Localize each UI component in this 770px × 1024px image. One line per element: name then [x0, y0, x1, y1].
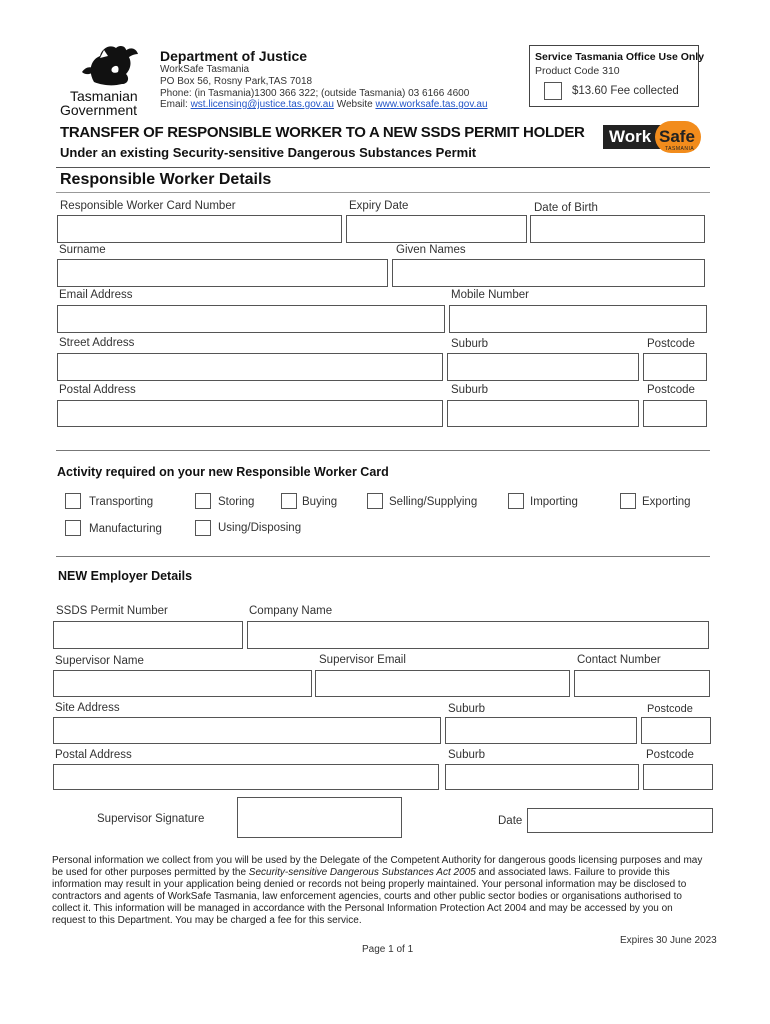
suburb-input-2[interactable] [447, 400, 639, 427]
dept-title: Department of Justice [160, 48, 308, 64]
page-number: Page 1 of 1 [362, 944, 414, 955]
suburb-label-1: Suburb [451, 338, 489, 350]
employer-postcode-input-2[interactable] [643, 764, 713, 790]
expiry-input[interactable] [346, 215, 527, 243]
office-use-box [529, 45, 705, 107]
worksafe-logo [603, 121, 707, 155]
signature-label: Supervisor Signature [97, 813, 205, 825]
form-title: TRANSFER OF RESPONSIBLE WORKER TO A NEW SSDS PERMIT HOLDER [60, 124, 585, 141]
checkbox-buying[interactable] [281, 493, 297, 509]
site-address-label: Site Address [55, 702, 120, 714]
contact-number-label: Contact Number [577, 654, 661, 666]
privacy-text-1: Personal information we collect from you will be used by the Delegate of the Competent Authority for dangerous goods licensing purposes and may be used for other purposes permitted by the [52, 855, 703, 878]
company-name-label: Company Name [249, 605, 333, 617]
option-importing: Importing [530, 496, 578, 508]
supervisor-name-label: Supervisor Name [55, 655, 144, 667]
postal-address-label: Postal Address [59, 384, 136, 396]
form-subtitle: Under an existing Security-sensitive Dangerous Substances Permit [60, 145, 477, 160]
card-number-input[interactable] [57, 215, 342, 243]
employer-suburb-input-2[interactable] [445, 764, 639, 790]
suburb-label-2: Suburb [451, 384, 489, 396]
activity-heading: Activity required on your new Responsible Worker Card [57, 465, 389, 479]
employer-suburb-input-1[interactable] [445, 717, 637, 744]
suburb-input-1[interactable] [447, 353, 639, 381]
logo-tas: TASMANIA [665, 146, 695, 152]
mobile-input[interactable] [449, 305, 707, 333]
govt-line-1: Tasmanian [70, 88, 138, 104]
expiry-notice: Expires 30 June 2023 [620, 935, 717, 946]
checkbox-exporting[interactable] [620, 493, 636, 509]
supervisor-name-input[interactable] [53, 670, 312, 697]
postal-address-input[interactable] [57, 400, 443, 427]
office-use-title: Service Tasmania Office Use Only [535, 51, 705, 63]
postcode-label-2: Postcode [647, 384, 695, 396]
email-label: Email: [160, 99, 191, 110]
signature-box[interactable] [237, 797, 402, 838]
po-box: PO Box 56, Rosny Park,TAS 7018 [160, 76, 313, 87]
employer-postal-label: Postal Address [55, 749, 132, 761]
supervisor-email-label: Supervisor Email [319, 654, 406, 666]
dob-label: Date of Birth [534, 202, 598, 214]
employer-suburb-label-1: Suburb [448, 703, 486, 715]
postcode-label-1: Postcode [647, 338, 695, 350]
option-storing: Storing [218, 496, 255, 508]
option-manufacturing: Manufacturing [89, 523, 162, 535]
postcode-input-1[interactable] [643, 353, 707, 381]
option-buying: Buying [302, 496, 338, 508]
title-divider [56, 167, 710, 168]
contact-line [160, 99, 488, 110]
worker-heading-underline [56, 192, 710, 193]
privacy-act: Security-sensitive Dangerous Substances Act 2005 [248, 867, 476, 878]
supervisor-email-input[interactable] [315, 670, 570, 697]
email-link[interactable]: wst.licensing@justice.tas.gov.au [190, 99, 334, 110]
site-address-input[interactable] [53, 717, 441, 744]
product-code: Product Code 310 [535, 65, 620, 77]
mobile-label: Mobile Number [451, 289, 529, 301]
website-label: Website [333, 99, 376, 110]
option-exporting: Exporting [642, 496, 691, 508]
email-address-input[interactable] [57, 305, 445, 333]
checkbox-using-disposing[interactable] [195, 520, 211, 536]
date-input[interactable] [527, 808, 713, 833]
checkbox-selling-supplying[interactable] [367, 493, 383, 509]
checkbox-transporting[interactable] [65, 493, 81, 509]
employer-postcode-label-1: Postcode [647, 703, 693, 715]
tasmanian-government-logo [60, 42, 152, 118]
checkbox-manufacturing[interactable] [65, 520, 81, 536]
fee-checkbox[interactable] [544, 82, 562, 100]
phone: Phone: (in Tasmania)1300 366 322; (outside Tasmania) 03 6166 4600 [160, 88, 470, 99]
employer-heading: NEW Employer Details [58, 569, 193, 583]
card-number-label: Responsible Worker Card Number [60, 200, 236, 212]
checkbox-storing[interactable] [195, 493, 211, 509]
option-selling-supplying: Selling/Supplying [389, 496, 478, 508]
worker-heading: Responsible Worker Details [60, 171, 272, 188]
dob-input[interactable] [530, 215, 705, 243]
contact-number-input[interactable] [574, 670, 710, 697]
govt-line-2: Government [60, 102, 138, 118]
street-address-input[interactable] [57, 353, 443, 381]
privacy-text-2: and associated laws. Failure to provide this information may result in your application being denied or records not being properly maintained. Your personal information may be disclosed to contractors and agents of WorkSafe Tasmania, law enforcement agencies, courts and other public sector bodies or organisations authorised to collect it. This information will be managed in accordance with the Personal Information Protection Act 2004 and may be accessed by you on request to this Department. You may be charged a fee for this service. [52, 867, 687, 926]
employer-postcode-label-2: Postcode [646, 749, 694, 761]
tasmanian-devil-icon [74, 42, 144, 88]
section-divider-1 [56, 450, 710, 451]
option-using-disposing: Using/Disposing [218, 522, 302, 534]
street-address-label: Street Address [59, 337, 135, 349]
website-link[interactable]: www.worksafe.tas.gov.au [375, 99, 488, 110]
org-name: WorkSafe Tasmania [160, 64, 250, 75]
fee-label: $13.60 Fee collected [572, 85, 679, 97]
company-name-input[interactable] [247, 621, 709, 649]
surname-input[interactable] [57, 259, 388, 287]
employer-postal-input[interactable] [53, 764, 439, 790]
logo-work: Work [609, 127, 652, 146]
checkbox-importing[interactable] [508, 493, 524, 509]
permit-number-label: SSDS Permit Number [56, 605, 168, 617]
logo-safe: Safe [659, 127, 695, 146]
date-label: Date [498, 815, 523, 827]
permit-number-input[interactable] [53, 621, 243, 649]
email-address-label: Email Address [59, 289, 133, 301]
privacy-notice [52, 855, 708, 927]
section-divider-2 [56, 556, 710, 557]
given-names-input[interactable] [392, 259, 705, 287]
employer-suburb-label-2: Suburb [448, 749, 486, 761]
expiry-label: Expiry Date [349, 200, 409, 212]
option-transporting: Transporting [89, 496, 154, 508]
postcode-input-2[interactable] [643, 400, 707, 427]
surname-label: Surname [59, 244, 106, 256]
employer-postcode-input-1[interactable] [641, 717, 711, 744]
given-names-label: Given Names [396, 244, 466, 256]
